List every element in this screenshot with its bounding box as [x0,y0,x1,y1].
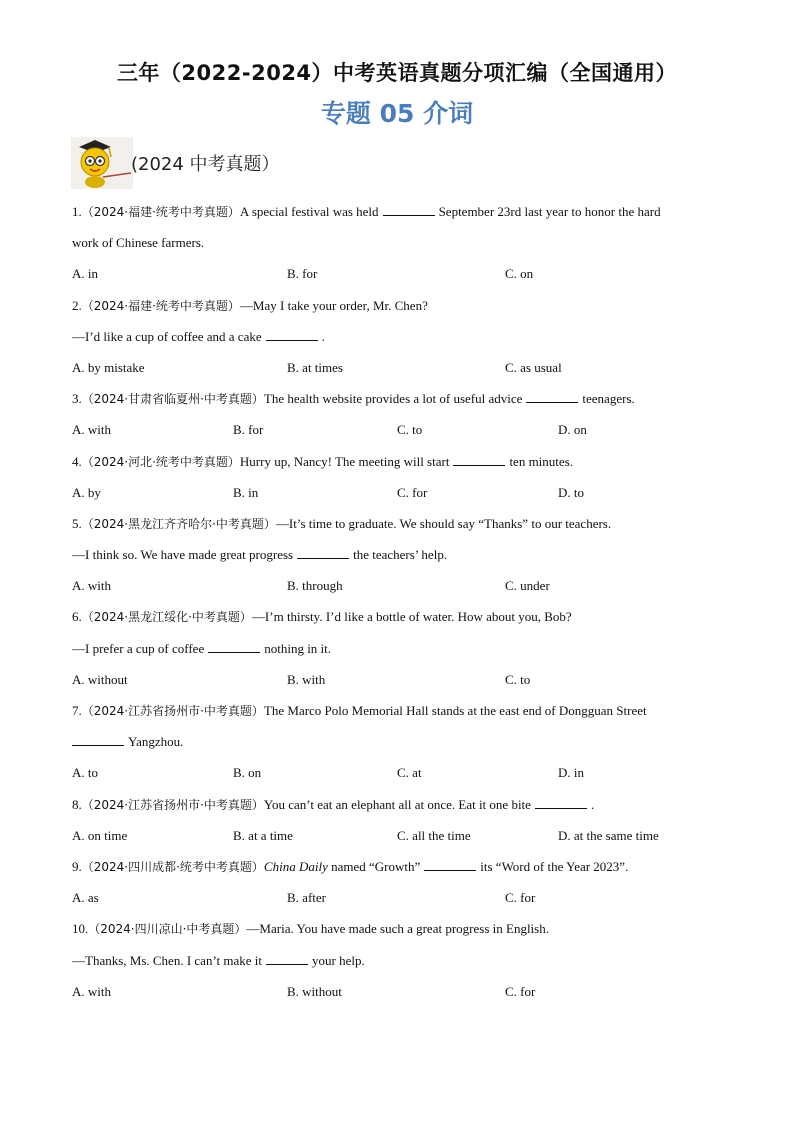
question-4: 4.（2024·河北·统考中考真题）Hurry up, Nancy! The meeting will start ten minutes. [72,453,573,469]
question-8: 8.（2024·江苏省扬州市·中考真题）You can’t eat an elephant all at once. Eat it one bite . [72,796,595,812]
question-6-line2: —I prefer a cup of coffee nothing in it. [72,640,332,656]
option-c[interactable]: C. under [505,578,550,594]
option-b[interactable]: B. after [287,890,326,906]
option-a[interactable]: A. by [72,484,101,500]
answer-blank [208,640,260,653]
option-a[interactable]: A. on time [72,827,128,843]
question-3: 3.（2024·甘肃省临夏州·中考真题）The health website provides a lot of useful advice teenagers. [72,391,635,407]
option-c[interactable]: C. for [397,484,428,500]
option-b[interactable]: B. without [287,983,342,999]
question-10-options [72,976,732,1007]
question-2-line2: —I’d like a cup of coffee and a cake . [72,328,325,344]
option-b[interactable]: B. at times [287,359,343,375]
option-b[interactable]: B. on [233,765,262,781]
answer-blank [297,546,349,559]
option-c[interactable]: C. all the time [397,827,471,843]
option-a[interactable]: A. in [72,266,98,282]
student-mascot-icon [71,137,133,189]
option-a[interactable]: A. without [72,671,128,687]
option-b[interactable]: B. with [287,671,326,687]
option-c[interactable]: C. for [505,983,536,999]
question-10: 10.（2024·四川凉山·中考真题）—Maria. You have made such a great progress in English. [72,921,549,937]
answer-blank [453,453,505,466]
option-c[interactable]: C. at [397,765,422,781]
option-a[interactable]: A. to [72,765,98,781]
answer-blank [535,796,587,809]
document-title: 三年（2022-2024）中考英语真题分项汇编（全国通用） [116,61,678,85]
option-a[interactable]: A. as [72,890,99,906]
question-9-options [72,882,732,913]
option-a[interactable]: A. with [72,578,111,594]
answer-blank [424,858,476,871]
question-5-options [72,570,732,601]
question-5: 5.（2024·黑龙江齐齐哈尔·中考真题）—It’s time to graduate. We should say “Thanks” to our teachers. [72,515,612,531]
option-d[interactable]: D. to [558,484,584,500]
question-1: 1.（2024·福建·统考中考真题）A special festival was held September 23rd last year to honor the hard [72,204,661,219]
question-2: 2.（2024·福建·统考中考真题）—May I take your order, Mr. Chen? [72,297,428,313]
option-c[interactable]: C. as usual [505,359,562,375]
answer-blank [266,952,308,965]
question-6-options [72,664,732,695]
question-7-line2: Yangzhou. [72,726,732,757]
answer-blank [526,390,578,403]
topic-title: 专题 05 介词 [320,99,474,128]
question-6: 6.（2024·黑龙江绥化·中考真题）—I’m thirsty. I’d like a bottle of water. How about you, Bob? [72,609,572,625]
question-3-options [72,414,732,445]
option-a[interactable]: A. by mistake [72,359,145,375]
option-b[interactable]: B. in [233,484,259,500]
option-a[interactable]: A. with [72,422,111,438]
option-d[interactable]: D. on [558,422,587,438]
section-heading: (2024 中考真题） [131,154,280,175]
question-1-options [72,258,732,289]
answer-blank [266,328,318,341]
option-a[interactable]: A. with [72,983,111,999]
question-7: 7.（2024·江苏省扬州市·中考真题）The Marco Polo Memorial Hall stands at the east end of Dongguan Street [72,703,647,718]
question-list [72,196,732,1007]
option-d[interactable]: D. in [558,765,584,781]
question-9: 9.（2024·四川成都·统考中考真题）China Daily named “Growth” its “Word of the Year 2023”. [72,858,629,874]
question-1-line2: work of Chinese farmers. [72,235,205,251]
question-2-options [72,352,732,383]
question-5-line2: —I think so. We have made great progress the teachers’ help. [72,547,448,563]
answer-blank [72,733,124,746]
option-c[interactable]: C. for [505,890,536,906]
option-c[interactable]: C. to [397,422,423,438]
option-c[interactable]: C. on [505,266,534,282]
question-8-options [72,820,732,851]
option-b[interactable]: B. at a time [233,827,293,843]
question-10-line2: —Thanks, Ms. Chen. I can’t make it your help. [72,952,365,968]
option-d[interactable]: D. at the same time [558,827,659,843]
option-b[interactable]: B. for [233,422,264,438]
option-b[interactable]: B. for [287,266,318,282]
option-b[interactable]: B. through [287,578,343,594]
answer-blank [383,203,435,216]
option-c[interactable]: C. to [505,671,531,687]
question-7-options [72,757,732,788]
question-4-options [72,477,732,508]
